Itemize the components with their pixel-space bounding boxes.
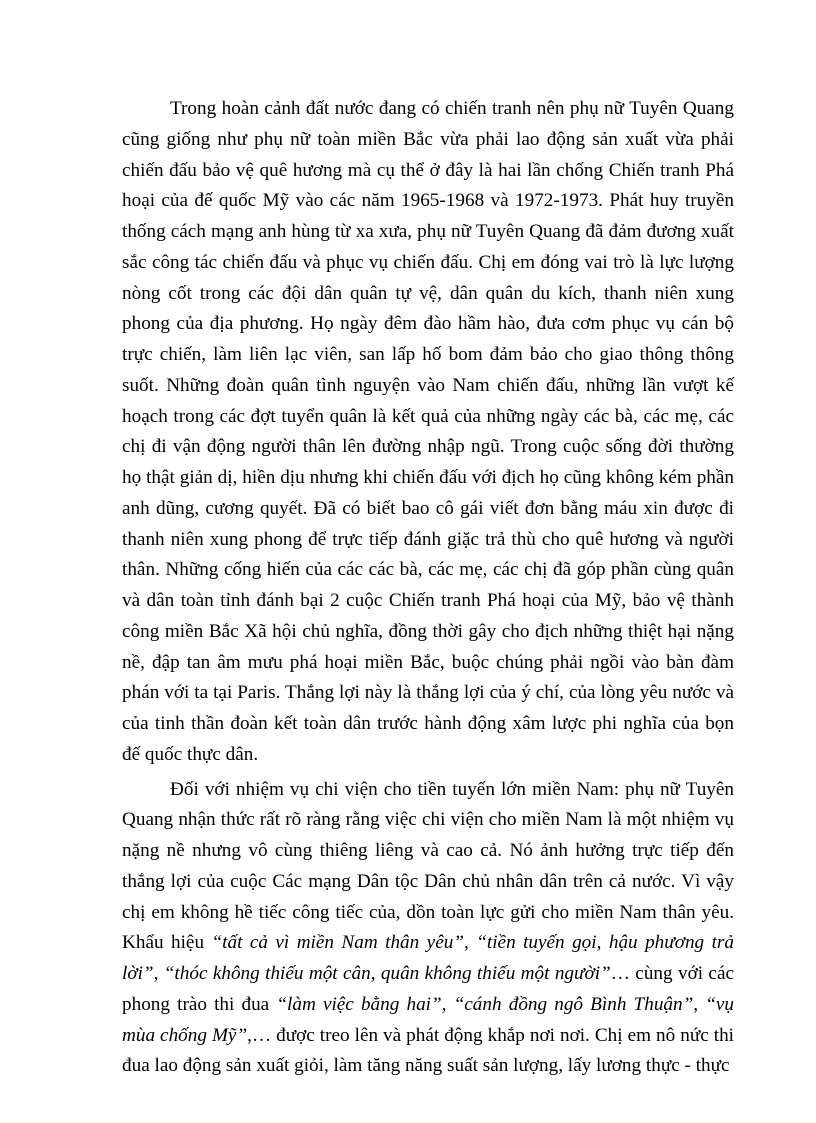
paragraph-outro-text: ,… được treo lên và phát động khắp nơi nơi. Chị em nô nức thi đua lao động sản xuất giỏi, làm tăng năng suất sản lượng, lấy lương thực - thực bbox=[122, 1024, 734, 1077]
paragraph-women-combat: Trong hoàn cảnh đất nước đang có chiến tranh nên phụ nữ Tuyên Quang cũng giống như phụ nữ toàn miền Bắc vừa phải lao động sản xuất vừa phải chiến đấu bảo vệ quê hương mà cụ thể ở đây là hai lần chống Chiến tranh Phá hoại của đế quốc Mỹ vào các năm 1965-1968 và 1972-1973. Phát huy truyền thống cách mạng anh hùng từ xa xưa, phụ nữ Tuyên Quang đã đảm đương xuất sắc công tác chiến đấu và phục vụ chiến đấu. Chị em đóng vai trò là lực lượng nòng cốt trong các đội dân quân tự vệ, dân quân du kích, thanh niên xung phong của địa phương. Họ ngày đêm đào hầm hào, đưa cơm phục vụ cán bộ trực chiến, làm liên lạc viên, san lấp hố bom đảm bảo cho giao thông thông suốt. Những đoàn quân tình nguyện vào Nam chiến đấu, những lần vượt kế hoạch trong các đợt tuyển quân là kết quả của những ngày các bà, các mẹ, các chị đi vận động người thân lên đường nhập ngũ. Trong cuộc sống đời thường họ thật giản dị, hiền dịu nhưng khi chiến đấu với địch họ cũng không kém phần anh dũng, cương quyết. Đã có biết bao cô gái viết đơn bằng máu xin được đi thanh niên xung phong để trực tiếp đánh giặc trả thù cho quê hương và người thân. Những cống hiến của các các bà, các mẹ, các chị đã góp phần cùng quân và dân toàn tỉnh đánh bại 2 cuộc Chiến tranh Phá hoại của Mỹ, bảo vệ thành công miền Bắc Xã hội chủ nghĩa, đồng thời gây cho địch những thiệt hại nặng nề, đập tan âm mưu phá hoại miền Bắc, buộc chúng phải ngồi vào bàn đàm phán với ta tại Paris. Thắng lợi này là thắng lợi của ý chí, của lòng yêu nước và của tinh thần đoàn kết toàn dân trước hành động xâm lược phi nghĩa của bọn đế quốc thực dân. bbox=[122, 98, 734, 765]
slogan-quotes-2: “làm việc bằng hai”, “cánh đồng ngô Bình Thuận”, “vụ mùa chống Mỹ” bbox=[122, 993, 734, 1046]
paragraph-intro-text: Đối với nhiệm vụ chi viện cho tiền tuyến lớn miền Nam: phụ nữ Tuyên Quang nhận thức rất rõ ràng rằng việc chi viện cho miền Nam là một nhiệm vụ nặng nề nhưng vô cùng thiêng liêng và cao cả. Nó ảnh hưởng trực tiếp đến thắng lợi của cuộc Các mạng Dân tộc Dân chủ nhân dân trên cả nước. Vì vậy chị em không hề tiếc công tiếc của, dồn toàn lực gửi cho miền Nam thân yêu. Khẩu hiệu bbox=[122, 778, 734, 954]
paragraph-middle-text: … cùng với các phong trào thi đua bbox=[122, 963, 734, 1015]
paragraph-southern-support bbox=[122, 775, 734, 1083]
slogan-quotes-1: “tất cả vì miền Nam thân yêu”, “tiền tuyến gọi, hậu phương trả lời”, “thóc không thiếu một cân, quân không thiếu một người” bbox=[122, 932, 734, 984]
document-body bbox=[122, 94, 734, 1082]
